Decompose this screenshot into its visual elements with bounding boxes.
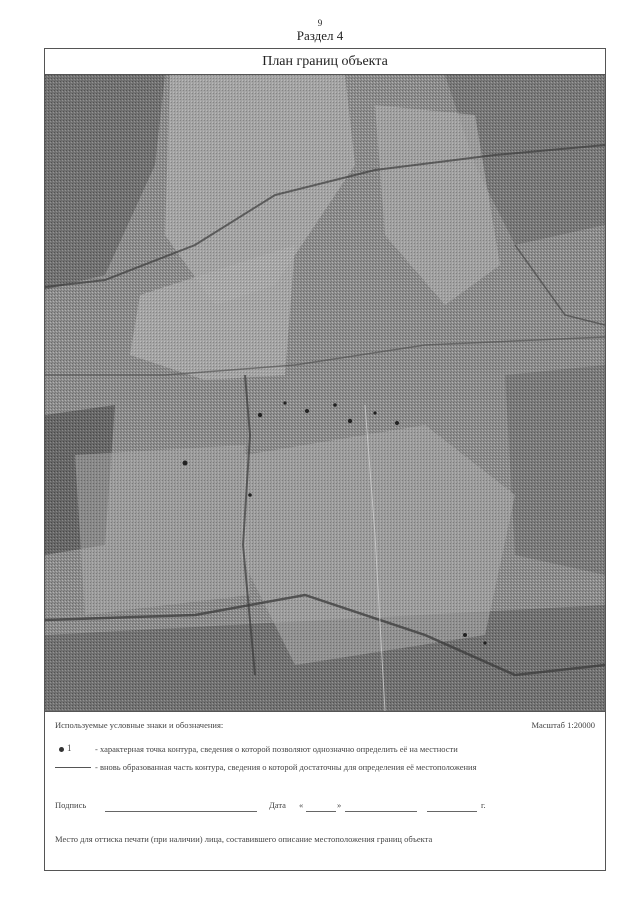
date-day-blank[interactable] (306, 811, 336, 812)
plan-frame (44, 48, 606, 871)
signature-label: Подпись (55, 800, 87, 810)
line-symbol (55, 762, 95, 774)
date-quote-close: » (337, 800, 342, 810)
date-year-blank[interactable] (427, 811, 477, 812)
year-suffix: г. (481, 800, 486, 810)
signature-row (55, 800, 595, 814)
stamp-place-text: Место для оттиска печати (при наличии) лица, составившего описание местоположения границ объекта (55, 834, 433, 844)
legend-line-text: - вновь образованная часть контура, сведения о которой достаточны для определения её местоположения (95, 762, 477, 772)
date-month-blank[interactable] (345, 811, 417, 812)
map-scale: Масштаб 1:20000 (531, 720, 595, 730)
signature-blank[interactable] (105, 811, 257, 812)
legend-area (45, 711, 605, 872)
point-number: 1 (67, 743, 72, 753)
legend-caption: Используемые условные знаки и обозначения: (55, 720, 224, 730)
point-symbol (55, 744, 95, 756)
date-quote-open: « (299, 800, 304, 810)
section-title: Раздел 4 (296, 28, 344, 43)
plan-title: План границ объекта (45, 49, 605, 75)
aerial-photo-drawing (45, 75, 605, 711)
date-label: Дата (269, 800, 286, 810)
legend-point-text: - характерная точка контура, сведения о которой позволяют однозначно определить её на местности (95, 744, 458, 754)
boundary-line-icon (55, 767, 91, 768)
page-number: 9 (317, 18, 323, 28)
point-dot-icon (59, 747, 64, 752)
aerial-map-image (45, 75, 605, 711)
